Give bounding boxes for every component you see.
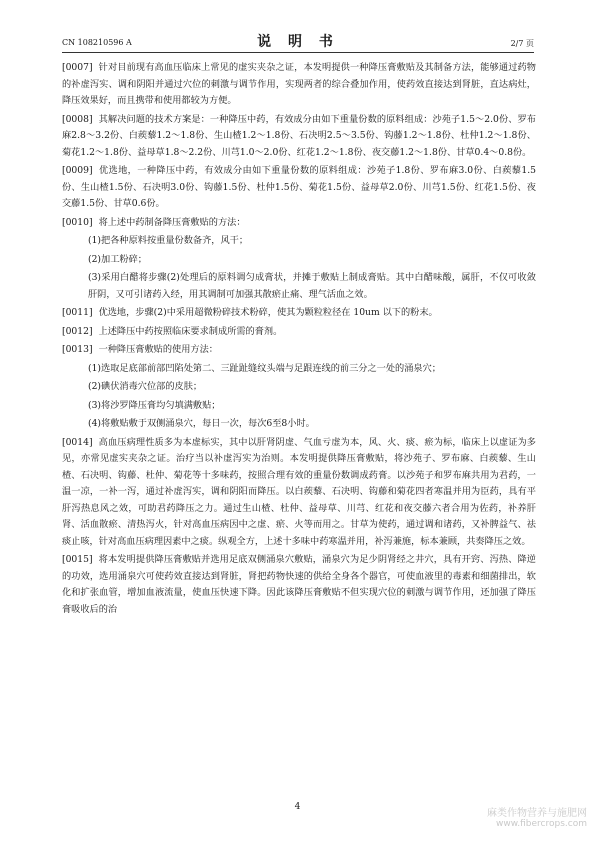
paragraph-0012: [0012] 上述降压中药按照临床要求制成所需的膏剂。 bbox=[62, 325, 283, 337]
paragraph-0015: [0015] 将本发明提供降压膏敷贴并选用足底双侧涌泉穴敷贴，涌泉穴为足少阴肾经之井穴，具有开窍、泻热、降逆的功效，选用涌泉穴可使药效直接达到肾脏，肾把药物快速的供给全身各个器官，可使血液里的毒素和细菌排出，软化和扩张血管，增加血液流量，使血压快速下降。因此该降压膏敷贴不但实现穴位的刺激与调节作用，还加强了降压膏吸收后的治 bbox=[62, 554, 536, 615]
document-body bbox=[62, 60, 536, 620]
list-item: (3)采用白醋将步骤(2)处理后的原料调匀成膏状，并摊于敷贴上制成膏贴。其中白醋味酸，属肝，不仅可收敛肝阴，又可引诸药入经，用其调制可加强其散瘀止痛、理气活血之效。 bbox=[88, 272, 536, 300]
list-item: (1)选取足底部前部凹陷处第二、三趾趾缝纹头端与足跟连线的前三分之一处的涌泉穴； bbox=[88, 362, 441, 374]
page-number: 4 bbox=[294, 802, 301, 812]
paragraph-0008: [0008] 其解决问题的技术方案是：一种降压中药，有效成分由如下重量份数的原料组成：沙苑子1.5～2.0份、罗布麻2.8～3.2份、白蒺藜1.2～1.8份、生山楂1.2～1.8份、石决明2.5～3.5份、钩藤1.2～1.8份、杜仲1.2～1.8份、菊花1.2～1.8份、益母草1.8～2.2份、川芎1.0～2.0份、红花1.2～1.8份、夜交藤1.2～1.8份、甘草0.4～0.8份。 bbox=[62, 113, 536, 158]
watermark-site-name: 麻类作物营养与施肥网 bbox=[487, 808, 587, 819]
paragraph-0007: [0007] 针对目前现有高血压临床上常见的虚实夹杂之证，本发明提供一种降压膏敷贴及其制备方法，能够通过药物的补虚泻实、调和阴阳并通过穴位的刺激与调节作用，实现两者的综合叠加作用，使药效直接达到肾脏，直达病灶，降压效果好，而且携带和使用都较为方便。 bbox=[62, 62, 536, 106]
paragraph-0009: [0009] 优选地，一种降压中药，有效成分由如下重量份数的原料组成：沙苑子1.8份、罗布麻3.0份、白蒺藜1.5份、生山楂1.5份、石决明3.0份、钩藤1.5份、杜仲1.5份、菊花1.5份、益母草2.0份、川芎1.5份、红花1.5份、夜交藤1.5份、甘草0.6份。 bbox=[62, 165, 536, 209]
list-item: (3)将沙罗降压膏均匀填满敷贴； bbox=[88, 399, 221, 411]
document-title: 说 明 书 bbox=[257, 34, 339, 50]
publication-number: CN 108210596 A bbox=[62, 38, 132, 47]
document-header bbox=[62, 30, 534, 53]
paragraph-0010: [0010] 将上述中药制备降压膏敷贴的方法： bbox=[62, 216, 246, 228]
list-item: (4)将敷贴敷于双侧涌泉穴，每日一次，每次6至8小时。 bbox=[88, 418, 315, 429]
paragraph-0013: [0013] 一种降压膏敷贴的使用方法： bbox=[62, 344, 218, 355]
site-watermark bbox=[487, 808, 587, 830]
list-item: (1)把各种原料按重量份数备齐，风干； bbox=[88, 235, 249, 246]
list-item: (2)加工粉碎； bbox=[88, 253, 147, 265]
list-item: (2)碘伏消毒穴位部的皮肤； bbox=[88, 381, 203, 392]
page-info: 2/7 页 bbox=[510, 39, 534, 48]
paragraph-0011: [0011] 优选地，步骤(2)中采用超微粉碎技术粉碎，使其为颗粒粒径在 10um 以下的粉末。 bbox=[62, 307, 438, 318]
paragraph-0014: [0014] 高血压病理性质多为本虚标实，其中以肝肾阴虚、气血亏虚为本，风、火、痰、瘀为标，临床上以虚证为多见，亦常见虚实夹杂之证。治疗当以补虚泻实为治则。本发明提供降压膏敷贴，将沙苑子、罗布麻、白蒺藜、生山楂、石决明、钩藤、杜仲、菊花等十多味药，按照合理有效的重量份数调成药膏。以沙苑子和罗布麻共用为君药，一温一凉，一补一泻，通过补虚泻实，调和阴阳而降压。以白蒺藜、石决明、钩藤和菊花四者寒温并用为臣药，具有平肝泻热息风之效，可助君药降压之力。通过生山楂、杜仲、益母草、川芎、红花和夜交藤六者合用为佐药，补养肝肾、活血散瘀、清热泻火，针对高血压病因中之虚、瘀、火等而用之。甘草为使药，通过调和诸药，又补脾益气、祛痰止咳，针对高血压病理因素中之痰。纵观全方，上述十多味中药寒温并用，补泻兼施，标本兼顾，共奏降压之效。 bbox=[62, 436, 536, 547]
watermark-url: www.fibercrops.com bbox=[496, 819, 587, 829]
